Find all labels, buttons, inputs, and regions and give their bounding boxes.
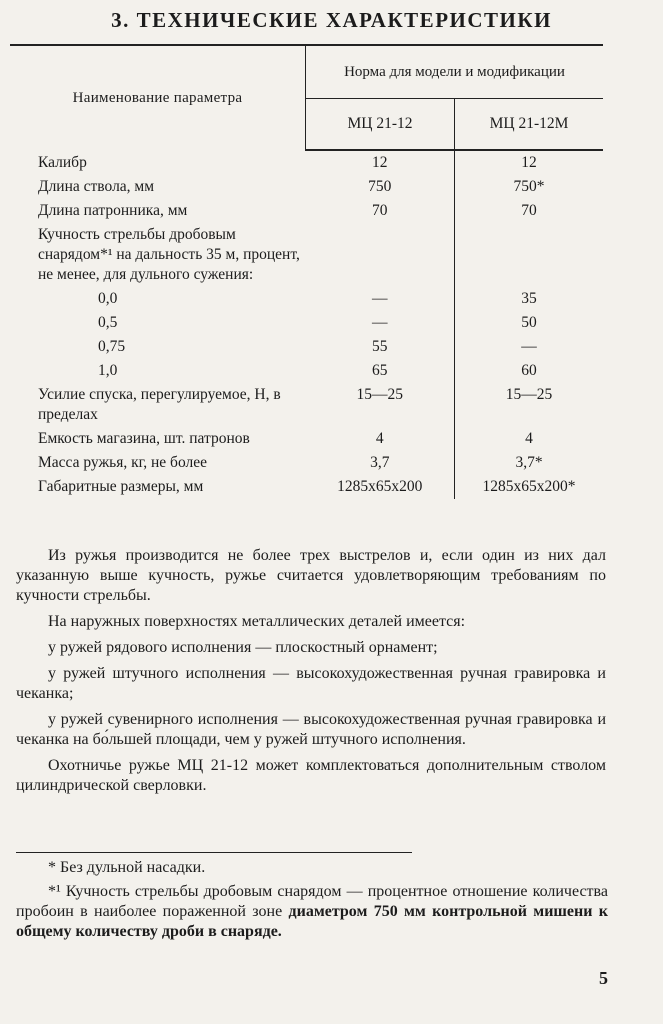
footnote-star: * Без дульной насадки. — [48, 859, 206, 876]
value-cell-model-2 — [455, 223, 604, 287]
footnote-star1-text: *¹ Кучность стрельбы дробовым снарядом — процентное отношение количества пробоин в наиболее пораженной зоне — [16, 883, 608, 920]
table-row — [10, 199, 603, 223]
paragraph: Охотничье ружье МЦ 21-12 может комплектоваться дополнительным стволом цилиндрической сверловки. — [16, 757, 606, 794]
value-cell-model-2: 35 — [521, 290, 537, 307]
paragraph: у ружей сувенирного исполнения — высокохудожественная ручная гравировка и чеканка на бо́льшей площади, чем у ружей штучного исполнения. — [16, 711, 606, 748]
param-cell: Габаритные размеры, мм — [38, 478, 204, 495]
param-cell: 1,0 — [98, 362, 118, 379]
value-cell-model-1: 55 — [306, 335, 455, 359]
param-cell: Калибр — [38, 153, 87, 171]
table-row — [10, 223, 603, 287]
value-cell-model-2: 3,7* — [515, 454, 543, 471]
paragraph: у ружей штучного исполнения — высокохудожественная ручная гравировка и чеканка; — [16, 665, 606, 702]
spec-table — [10, 44, 603, 499]
table-row — [10, 335, 603, 359]
value-cell-model-2: 60 — [521, 362, 537, 379]
value-cell-model-1: 15—25 — [306, 383, 455, 427]
paragraph: у ружей рядового исполнения — плоскостный орнамент; — [48, 639, 438, 656]
param-cell: 0,5 — [98, 314, 118, 331]
header-param: Наименование параметра — [10, 45, 306, 150]
value-cell-model-2: 750* — [513, 178, 545, 195]
table-row — [10, 427, 603, 451]
value-cell-model-1: 65 — [306, 359, 455, 383]
page-number: 5 — [599, 968, 608, 988]
footnotes — [16, 858, 608, 946]
table-row — [10, 311, 603, 335]
param-cell: Усилие спуска, перегулируемое, Н, в пределах — [38, 386, 281, 423]
footnote-star1-bold: диаметром 750 мм контрольной мишени к общему количеству дроби в снаряде. — [16, 903, 608, 940]
table-row — [10, 451, 603, 475]
value-cell-model-1: 3,7 — [306, 451, 455, 475]
header-model-1: МЦ 21-12 — [306, 99, 455, 151]
value-cell-model-1: — — [306, 311, 455, 335]
param-cell: 0,0 — [98, 290, 118, 307]
param-cell: Масса ружья, кг, не более — [38, 454, 207, 471]
table-row — [10, 287, 603, 311]
value-cell-model-1: — — [306, 287, 455, 311]
value-cell-model-2: — — [521, 338, 537, 355]
table-row — [10, 475, 603, 499]
table-row — [10, 150, 603, 175]
paragraph: Из ружья производится не более трех выстрелов и, если один из них дал указанную выше кучность, ружье считается удовлетворяющим требованиям по кучности стрельбы. — [16, 547, 606, 604]
table-row — [10, 383, 603, 427]
value-cell-model-2: 15—25 — [505, 386, 553, 403]
param-cell: 0,75 — [98, 338, 126, 355]
footnote-divider — [16, 852, 412, 853]
table-row — [10, 359, 603, 383]
header-model-2: МЦ 21-12М — [455, 99, 604, 151]
section-title: 3. ТЕХНИЧЕСКИЕ ХАРАКТЕРИСТИКИ — [111, 8, 552, 32]
param-cell: Длина патронника, мм — [38, 202, 188, 219]
table-row — [10, 175, 603, 199]
paragraph: На наружных поверхностях металлических деталей имеется: — [48, 613, 466, 630]
value-cell-model-1: 12 — [306, 150, 455, 175]
footnote-star1 — [16, 882, 608, 942]
value-cell-model-2: 1285х65х200* — [482, 478, 576, 495]
body-text — [16, 546, 606, 802]
value-cell-model-1 — [306, 223, 455, 287]
value-cell-model-2: 70 — [521, 202, 537, 219]
value-cell-model-1: 4 — [306, 427, 455, 451]
value-cell-model-1: 1285х65х200 — [306, 475, 455, 499]
value-cell-model-2: 50 — [521, 314, 537, 331]
param-cell: Кучность стрельбы дробовым снарядом*¹ на дальность 35 м, процент, не менее, для дульного сужения: — [38, 226, 300, 283]
header-norm: Норма для модели и модификации — [306, 45, 604, 99]
value-cell-model-1: 750 — [306, 175, 455, 199]
param-cell: Длина ствола, мм — [38, 178, 155, 195]
value-cell-model-2: 4 — [525, 430, 533, 447]
value-cell-model-1: 70 — [306, 199, 455, 223]
value-cell-model-2: 12 — [521, 154, 537, 171]
param-cell: Емкость магазина, шт. патронов — [38, 430, 250, 447]
